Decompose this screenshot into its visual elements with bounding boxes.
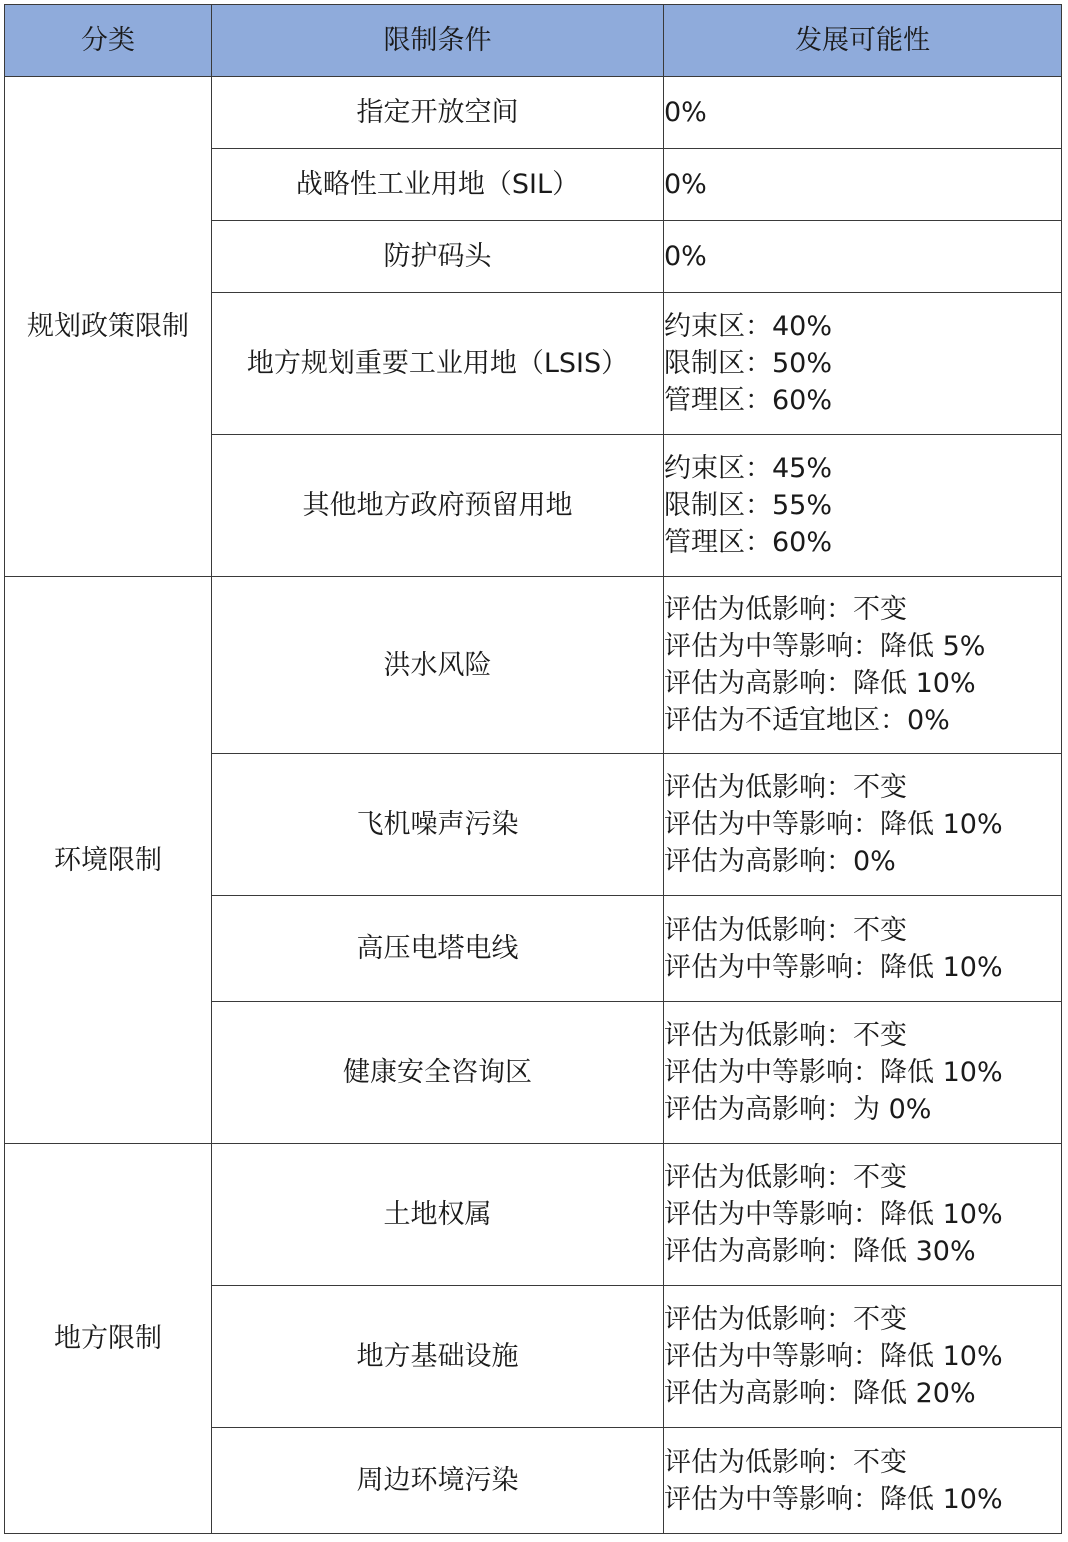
condition-cell: 地方规划重要工业用地（LSIS） [212, 293, 664, 435]
possibility-line: 评估为低影响：不变 [664, 1304, 907, 1335]
possibility-line: 管理区：60% [664, 385, 833, 416]
possibility-cell [664, 293, 1062, 435]
possibility-line: 评估为中等影响：降低 10% [664, 1483, 1003, 1515]
condition-cell: 土地权属 [212, 1144, 664, 1286]
possibility-line: 管理区：60% [664, 527, 833, 558]
possibility-line: 评估为中等影响：降低 10% [664, 1199, 1003, 1230]
possibility-cell [664, 1428, 1062, 1534]
condition-cell: 防护码头 [212, 221, 664, 293]
possibility-line: 评估为不适宜地区：0% [664, 705, 950, 736]
possibility-line: 评估为高影响：降低 10% [664, 668, 976, 699]
possibility-cell [664, 754, 1062, 896]
condition-cell: 地方基础设施 [212, 1286, 664, 1428]
header-possibility: 发展可能性 [664, 5, 1062, 77]
possibility-line: 限制区：55% [664, 490, 833, 521]
possibility-line: 评估为低影响：不变 [664, 772, 907, 803]
header-row [5, 5, 1062, 77]
possibility-cell [664, 1144, 1062, 1286]
possibility-line: 0% [664, 97, 707, 128]
condition-cell: 洪水风险 [212, 577, 664, 754]
possibility-cell [664, 896, 1062, 1002]
possibility-line: 约束区：45% [664, 453, 833, 484]
constraints-table [4, 4, 1062, 1534]
table-header [5, 5, 1062, 77]
condition-cell: 战略性工业用地（SIL） [212, 149, 664, 221]
possibility-line: 0% [664, 169, 707, 200]
possibility-line: 评估为低影响：不变 [664, 1020, 907, 1051]
condition-cell: 周边环境污染 [212, 1428, 664, 1534]
possibility-line: 限制区：50% [664, 348, 833, 379]
possibility-line: 评估为低影响：不变 [664, 914, 907, 946]
table-body [5, 77, 1062, 1534]
header-category: 分类 [5, 5, 212, 77]
possibility-line: 评估为低影响：不变 [664, 1446, 907, 1478]
possibility-cell [664, 77, 1062, 149]
possibility-line: 评估为高影响：0% [664, 846, 896, 877]
category-cell: 地方限制 [5, 1144, 212, 1534]
possibility-line: 评估为高影响：降低 30% [664, 1236, 976, 1267]
possibility-cell [664, 577, 1062, 754]
possibility-line: 评估为中等影响：降低 10% [664, 1057, 1003, 1088]
possibility-cell [664, 435, 1062, 577]
possibility-cell [664, 1002, 1062, 1144]
possibility-line: 评估为中等影响：降低 10% [664, 951, 1003, 983]
possibility-cell [664, 221, 1062, 293]
table-row [5, 77, 1062, 149]
condition-cell: 健康安全咨询区 [212, 1002, 664, 1144]
possibility-cell [664, 1286, 1062, 1428]
possibility-line: 评估为中等影响：降低 5% [664, 631, 986, 662]
condition-cell: 其他地方政府预留用地 [212, 435, 664, 577]
category-cell: 环境限制 [5, 577, 212, 1144]
condition-cell: 高压电塔电线 [212, 896, 664, 1002]
header-condition: 限制条件 [212, 5, 664, 77]
possibility-line: 0% [664, 241, 707, 272]
condition-cell: 指定开放空间 [212, 77, 664, 149]
possibility-line: 评估为低影响：不变 [664, 1162, 907, 1193]
condition-cell: 飞机噪声污染 [212, 754, 664, 896]
category-cell: 规划政策限制 [5, 77, 212, 577]
table-row [5, 577, 1062, 754]
table-row [5, 1144, 1062, 1286]
possibility-line: 评估为高影响：降低 20% [664, 1378, 976, 1409]
possibility-line: 评估为中等影响：降低 10% [664, 1341, 1003, 1372]
possibility-line: 评估为低影响：不变 [664, 594, 907, 625]
possibility-line: 评估为中等影响：降低 10% [664, 809, 1003, 840]
possibility-cell [664, 149, 1062, 221]
possibility-line: 评估为高影响：为 0% [664, 1094, 932, 1125]
possibility-line: 约束区：40% [664, 311, 833, 342]
